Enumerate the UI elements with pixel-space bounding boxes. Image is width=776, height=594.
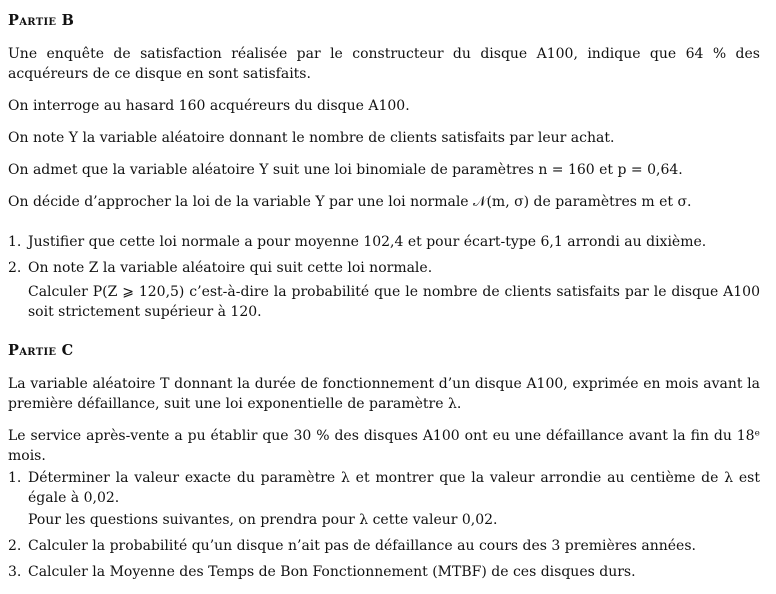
partie-b-paragraph-2: On interroge au hasard 160 acquéreurs du disque A100. (8, 98, 410, 114)
question-text: Justifier que cette loi normale a pour moyenne 102,4 et pour écart-type 6,1 arrondi au dixième. (28, 234, 707, 250)
partie-c-paragraph-2: Le service après-vente a pu établir que 30 % des disques A100 ont eu une défaillance avant la fin du 18ᵉ mois. (8, 428, 760, 464)
question-number: 1. (8, 470, 22, 486)
partie-b-paragraph-3: On note Y la variable aléatoire donnant le nombre de clients satisfaits par leur achat. (8, 130, 615, 146)
partie-b-paragraph-5: On décide d’approcher la loi de la variable Y par une loi normale 𝒩(m, σ) de paramètres m et σ. (8, 194, 692, 210)
question-number: 2. (8, 260, 22, 276)
partie-b-question-2 (8, 258, 760, 322)
question-number: 3. (8, 564, 22, 580)
partie-b-paragraph-1: Une enquête de satisfaction réalisée par le constructeur du disque A100, indique que 64 % des acquéreurs de ce disque en sont satisfaits. (8, 46, 760, 82)
question-text: Calculer la probabilité qu’un disque n’ait pas de défaillance au cours des 3 premières années. (28, 538, 696, 554)
partie-b-heading: Partie B (8, 12, 75, 29)
partie-c-question-1 (8, 468, 760, 532)
partie-c-paragraph-1: La variable aléatoire T donnant la durée de fonctionnement d’un disque A100, exprimée en mois avant la première défaillance, suit une loi exponentielle de paramètre λ. (8, 376, 760, 412)
partie-c-heading: Partie C (8, 342, 74, 359)
question-text: Déterminer la valeur exacte du paramètre λ et montrer que la valeur arrondie au centième de λ est égale à 0,02. (28, 470, 760, 506)
question-number: 2. (8, 538, 22, 554)
partie-b-paragraph-4: On admet que la variable aléatoire Y suit une loi binomiale de paramètres n = 160 et p = 0,64. (8, 162, 683, 178)
question-number: 1. (8, 234, 22, 250)
question-text: On note Z la variable aléatoire qui suit cette loi normale. (28, 260, 433, 276)
question-text: Calculer la Moyenne des Temps de Bon Fonctionnement (MTBF) de ces disques durs. (28, 564, 636, 580)
question-subtext: Pour les questions suivantes, on prendra pour λ cette valeur 0,02. (28, 512, 498, 528)
question-subtext: Calculer P(Z ⩾ 120,5) c’est-à-dire la probabilité que le nombre de clients satisfaits par le disque A100 soit strictement supérieur à 120. (28, 284, 760, 320)
